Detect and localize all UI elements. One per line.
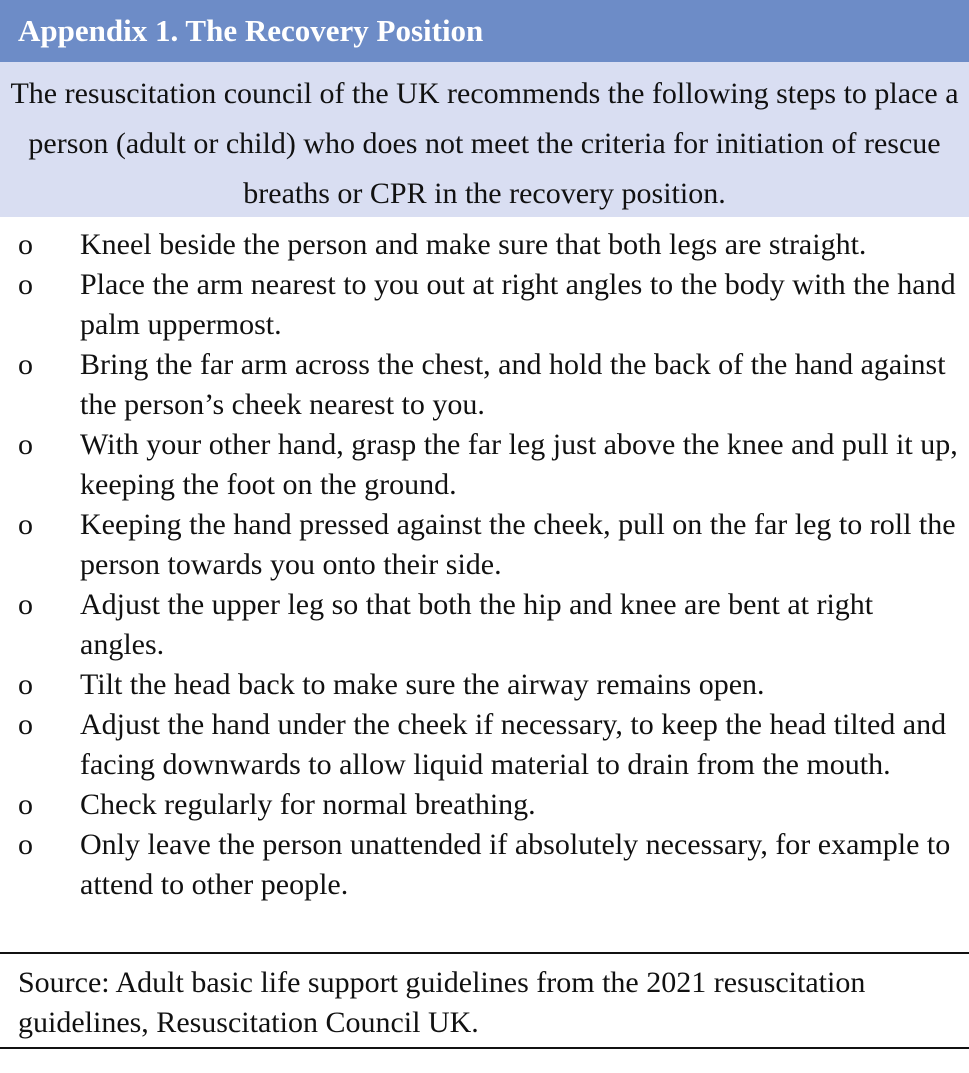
source-note: Source: Adult basic life support guidelines from the 2021 resuscitation guidelines, Resuscitation Council UK. [18,966,866,1039]
step-text: With your other hand, grasp the far leg just above the knee and pull it up, keeping the foot on the ground. [80,428,958,501]
source-top-rule [0,952,969,954]
list-item [0,665,969,705]
bullet-marker: o [18,588,33,621]
bullet-marker: o [18,228,33,261]
appendix-title: Appendix 1. The Recovery Position [18,13,484,48]
step-text: Keeping the hand pressed against the cheek, pull on the far leg to roll the person towards you onto their side. [80,508,956,581]
list-item [0,505,969,585]
list-item [0,225,969,265]
bullet-marker: o [18,708,33,741]
step-text: Bring the far arm across the chest, and hold the back of the hand against the person’s cheek nearest to you. [80,348,946,421]
list-item [0,705,969,785]
list-item [0,265,969,345]
list-item [0,345,969,425]
bullet-marker: o [18,428,33,461]
source-bottom-rule [0,1047,969,1049]
step-text: Check regularly for normal breathing. [80,788,536,821]
steps-list [0,225,969,905]
step-text: Only leave the person unattended if absolutely necessary, for example to attend to other people. [80,828,951,901]
step-text: Place the arm nearest to you out at right angles to the body with the hand palm uppermost. [80,268,956,341]
bullet-marker: o [18,668,33,701]
bullet-marker: o [18,828,33,861]
bullet-marker: o [18,788,33,821]
list-item [0,425,969,505]
list-item [0,785,969,825]
intro-paragraph: The resuscitation council of the UK recommends the following steps to place a person (adult or child) who does not meet the criteria for initiation of rescue breaths or CPR in the recovery position. [0,62,969,217]
bullet-marker: o [18,508,33,541]
step-text: Kneel beside the person and make sure that both legs are straight. [80,228,867,261]
step-text: Tilt the head back to make sure the airway remains open. [80,668,765,701]
step-text: Adjust the upper leg so that both the hip and knee are bent at right angles. [80,588,874,661]
step-text: Adjust the hand under the cheek if necessary, to keep the head tilted and facing downwards to allow liquid material to drain from the mouth. [80,708,947,781]
appendix-title-bar [0,0,969,62]
list-item [0,585,969,665]
list-item [0,825,969,905]
bullet-marker: o [18,348,33,381]
bullet-marker: o [18,268,33,301]
